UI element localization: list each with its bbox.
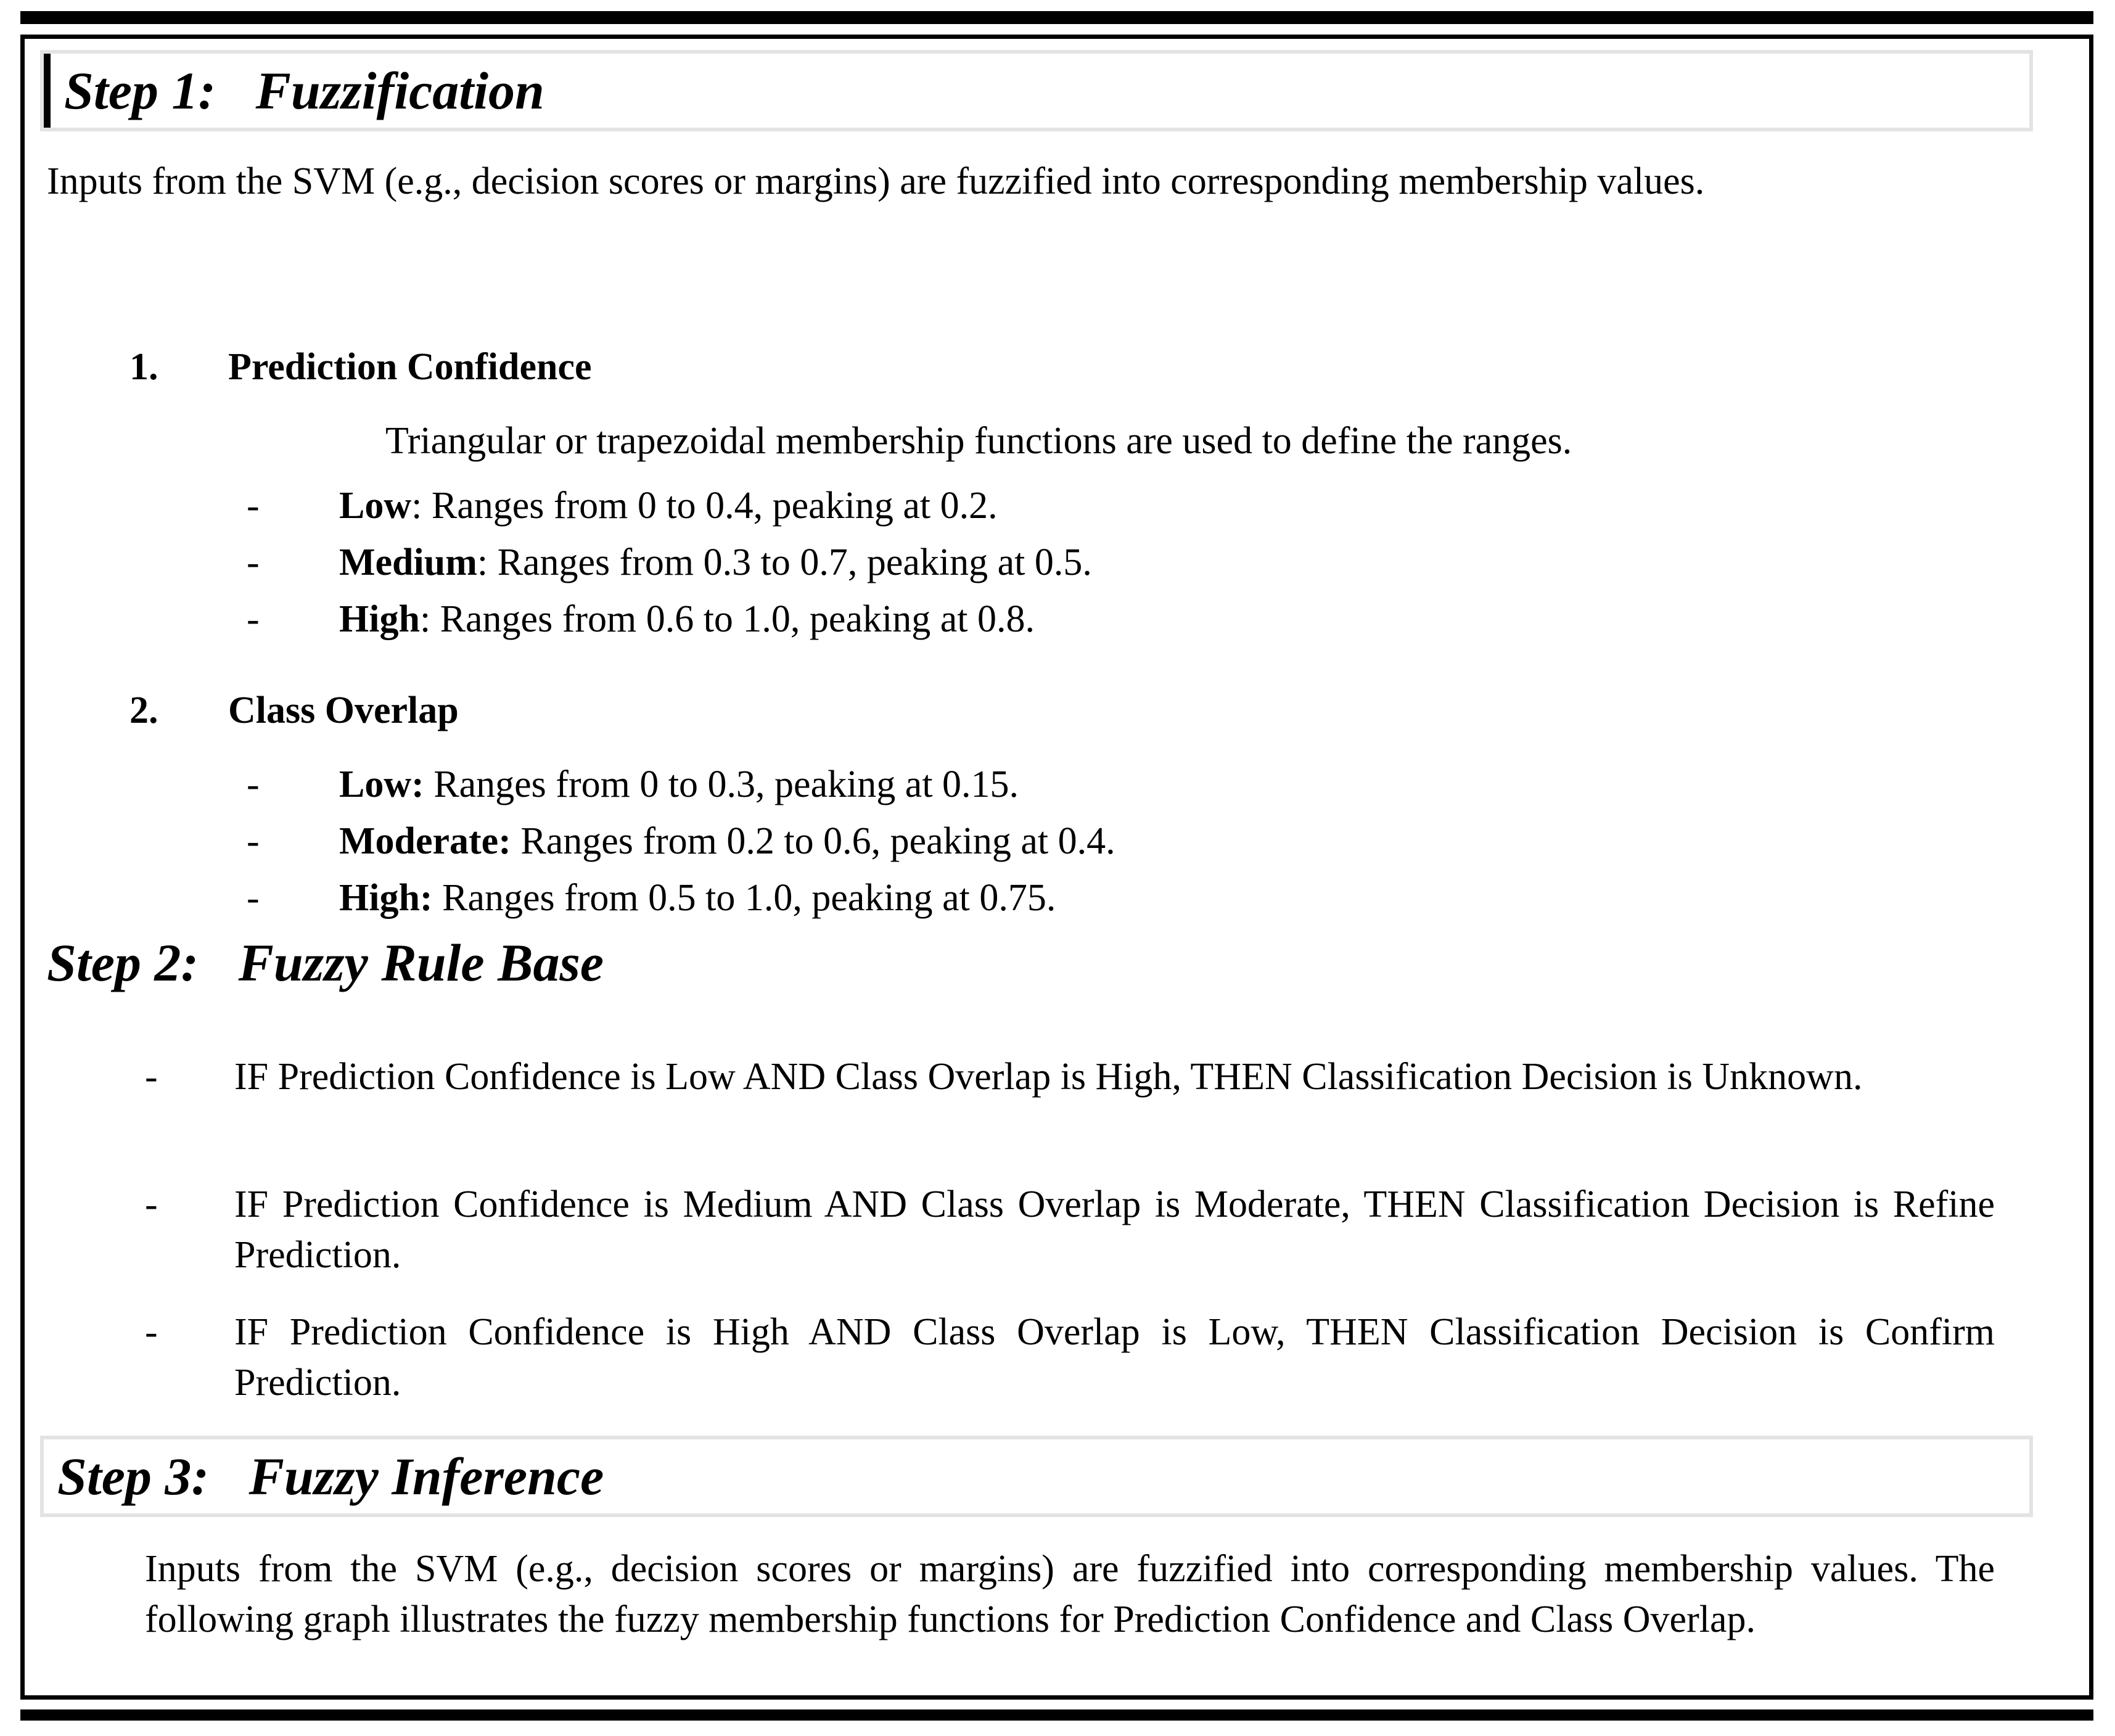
- bullet-label: Low:: [339, 763, 424, 805]
- bullet-confidence-high: [247, 596, 1035, 642]
- bullet-text: Ranges from 0.5 to 1.0, peaking at 0.75.: [432, 877, 1056, 919]
- dash-marker: -: [145, 1311, 158, 1353]
- top-rule-bar: [20, 11, 2093, 24]
- bullet-label: Moderate:: [339, 820, 511, 862]
- bullet-confidence-medium: [247, 540, 1092, 585]
- list-item-class-overlap: [129, 688, 459, 733]
- dash-marker: -: [247, 820, 260, 862]
- bullet-label: High:: [339, 877, 433, 919]
- bullet-separator: :: [477, 541, 488, 583]
- step-3-heading-label: [44, 1447, 604, 1506]
- bullet-label: High: [339, 598, 420, 640]
- rule-text: IF Prediction Confidence is Medium AND Class Overlap is Moderate, THEN Classification Decision is Refine Prediction.: [234, 1183, 1995, 1277]
- rule-item-high-low-confirm: [145, 1307, 1995, 1409]
- dash-marker: -: [247, 877, 260, 919]
- list-title-1: Prediction Confidence: [228, 346, 592, 388]
- step-1-gap: [216, 61, 256, 120]
- bullet-label: Medium: [339, 541, 477, 583]
- step-2-gap: [199, 933, 239, 992]
- rule-item-low-high-unknown: [145, 1051, 1995, 1102]
- bullet-text: Ranges from 0.2 to 0.6, peaking at 0.4.: [511, 820, 1115, 862]
- rule-text: IF Prediction Confidence is High AND Class Overlap is Low, THEN Classification Decision is Confirm Prediction.: [234, 1311, 1995, 1404]
- dash-marker: -: [145, 1183, 158, 1225]
- bullet-text: Ranges from 0.3 to 0.7, peaking at 0.5.: [488, 541, 1092, 583]
- step-3-title: Fuzzy Inference: [248, 1447, 604, 1506]
- dash-marker: -: [247, 763, 260, 805]
- list-title-2: Class Overlap: [228, 689, 459, 731]
- step-3-body-paragraph: Inputs from the SVM (e.g., decision scores or margins) are fuzzified into corresponding membership values. The following graph illustrates the fuzzy membership functions for Prediction Confidence and Class Overlap.: [145, 1548, 1995, 1641]
- bullet-text: Ranges from 0.6 to 1.0, peaking at 0.8.: [430, 598, 1035, 640]
- step-3-label: Step 3:: [57, 1447, 210, 1506]
- bullet-separator: :: [411, 485, 422, 527]
- step-1-heading-box: [40, 50, 2033, 131]
- bullet-text: Ranges from 0 to 0.3, peaking at 0.15.: [424, 763, 1019, 805]
- rule-item-medium-moderate-refine: [145, 1179, 1995, 1281]
- bullet-label: Low: [339, 485, 412, 527]
- step-1-accent-bar: [44, 54, 51, 128]
- bullet-overlap-moderate: [247, 818, 1115, 864]
- bullet-overlap-low: [247, 762, 1019, 807]
- step-1-label: Step 1:: [64, 61, 216, 120]
- bullet-text: Ranges from 0 to 0.4, peaking at 0.2.: [422, 485, 998, 527]
- dash-marker: -: [247, 485, 260, 527]
- step-2-title: Fuzzy Rule Base: [238, 933, 604, 992]
- bullet-overlap-high: [247, 875, 1056, 921]
- step-2-label: Step 2:: [47, 933, 199, 992]
- list-item-prediction-confidence: [129, 344, 592, 390]
- list-number-1: 1.: [129, 346, 158, 388]
- bottom-rule-bar: [20, 1709, 2093, 1721]
- step-2-heading: [47, 933, 604, 992]
- content-frame-inner: [25, 39, 2089, 1695]
- content-frame: [20, 35, 2093, 1700]
- list-number-2: 2.: [129, 689, 158, 731]
- bullet-separator: :: [419, 598, 431, 640]
- dash-marker: -: [145, 1056, 158, 1098]
- step-1-intro-paragraph: Inputs from the SVM (e.g., decision scores or margins) are fuzzified into corresponding membership values.: [47, 160, 1705, 202]
- bullet-confidence-low: [247, 483, 998, 529]
- rule-text: IF Prediction Confidence is Low AND Class Overlap is High, THEN Classification Decision is Unknown.: [234, 1056, 1863, 1098]
- dash-marker: -: [247, 598, 260, 640]
- step-3-gap: [209, 1447, 249, 1506]
- prediction-confidence-note: Triangular or trapezoidal membership functions are used to define the ranges.: [385, 420, 1572, 462]
- step-3-heading-box: [40, 1436, 2033, 1517]
- step-1-title: Fuzzification: [255, 61, 544, 120]
- dash-marker: -: [247, 541, 260, 583]
- step-1-heading-label: [51, 61, 544, 120]
